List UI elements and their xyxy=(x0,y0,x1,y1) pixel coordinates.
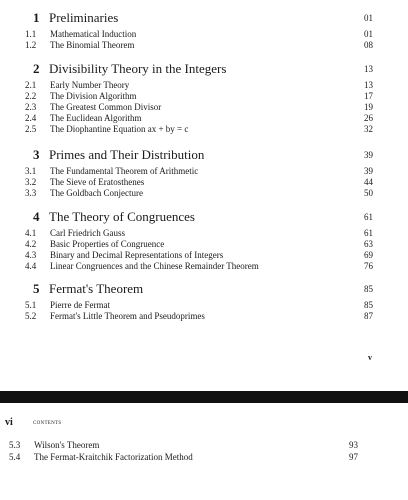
section-title: Binary and Decimal Representations of Integers xyxy=(50,250,224,260)
chapter-title: Fermat's Theorem xyxy=(49,281,144,296)
running-head: CONTENTS xyxy=(33,421,62,426)
section-number: 4.1 xyxy=(25,228,37,238)
section-page: 26 xyxy=(364,113,373,123)
section-title: The Goldbach Conjecture xyxy=(50,188,143,198)
section-number: 5.1 xyxy=(25,300,37,310)
chapter-page: 39 xyxy=(364,150,373,160)
section-title: The Binomial Theorem xyxy=(50,40,135,50)
chapter-title: Primes and Their Distribution xyxy=(49,147,205,162)
section-title: The Fundamental Theorem of Arithmetic xyxy=(50,166,199,176)
section-number: 2.5 xyxy=(25,124,37,134)
section-number: 3.1 xyxy=(25,166,37,176)
section-number: 1.1 xyxy=(25,29,37,39)
section-page: 01 xyxy=(364,29,373,39)
page-folio: vi xyxy=(5,417,13,428)
section-page: 85 xyxy=(364,300,373,310)
section-page: 44 xyxy=(364,177,373,187)
chapter-number: 1 xyxy=(33,10,40,25)
section-title: The Fermat-Kraitchik Factorization Method xyxy=(34,452,193,462)
section-page: 63 xyxy=(364,239,373,249)
section-title: The Division Algorithm xyxy=(50,91,137,101)
chapter-page: 85 xyxy=(364,284,373,294)
section-page: 17 xyxy=(364,91,373,101)
section-title: Mathematical Induction xyxy=(50,29,137,39)
section-number: 3.2 xyxy=(25,177,37,187)
section-number: 4.2 xyxy=(25,239,37,249)
section-number: 2.2 xyxy=(25,91,37,101)
section-number: 5.4 xyxy=(9,452,21,462)
chapter-number: 4 xyxy=(33,209,40,224)
chapter-title: The Theory of Congruences xyxy=(49,209,195,224)
section-title: The Euclidean Algorithm xyxy=(50,113,142,123)
chapter-page: 61 xyxy=(364,212,373,222)
chapter-page: 01 xyxy=(364,13,373,23)
section-title: Fermat's Little Theorem and Pseudoprimes xyxy=(50,311,205,321)
section-page: 61 xyxy=(364,228,373,238)
chapter-title: Preliminaries xyxy=(49,10,119,25)
section-number: 5.2 xyxy=(25,311,37,321)
section-title: The Sieve of Eratosthenes xyxy=(50,177,145,187)
section-page: 32 xyxy=(364,124,373,134)
page-folio: v xyxy=(368,353,372,362)
page-divider xyxy=(0,391,408,403)
section-title: Early Number Theory xyxy=(50,80,130,90)
section-page: 76 xyxy=(364,261,373,271)
section-page: 97 xyxy=(349,452,358,462)
section-number: 2.3 xyxy=(25,102,37,112)
section-number: 4.4 xyxy=(25,261,37,271)
chapter-page: 13 xyxy=(364,64,373,74)
section-number: 2.4 xyxy=(25,113,37,123)
section-title: Pierre de Fermat xyxy=(50,300,110,310)
section-page: 50 xyxy=(364,188,373,198)
section-number: 4.3 xyxy=(25,250,37,260)
section-title: Basic Properties of Congruence xyxy=(50,239,165,249)
section-number: 5.3 xyxy=(9,440,21,450)
section-page: 08 xyxy=(364,40,373,50)
section-page: 93 xyxy=(349,440,358,450)
chapter-number: 3 xyxy=(33,147,40,162)
section-number: 1.2 xyxy=(25,40,37,50)
section-page: 13 xyxy=(364,80,373,90)
section-title: Wilson's Theorem xyxy=(34,440,100,450)
section-page: 87 xyxy=(364,311,373,321)
section-title: Carl Friedrich Gauss xyxy=(50,228,125,238)
section-title: The Diophantine Equation ax + by = c xyxy=(50,124,189,134)
section-title: Linear Congruences and the Chinese Remainder Theorem xyxy=(50,261,259,271)
section-page: 39 xyxy=(364,166,373,176)
section-page: 69 xyxy=(364,250,373,260)
section-number: 3.3 xyxy=(25,188,37,198)
section-title: The Greatest Common Divisor xyxy=(50,102,162,112)
section-number: 2.1 xyxy=(25,80,37,90)
chapter-number: 5 xyxy=(33,281,40,296)
section-page: 19 xyxy=(364,102,373,112)
chapter-title: Divisibility Theory in the Integers xyxy=(49,61,227,76)
chapter-number: 2 xyxy=(33,61,40,76)
